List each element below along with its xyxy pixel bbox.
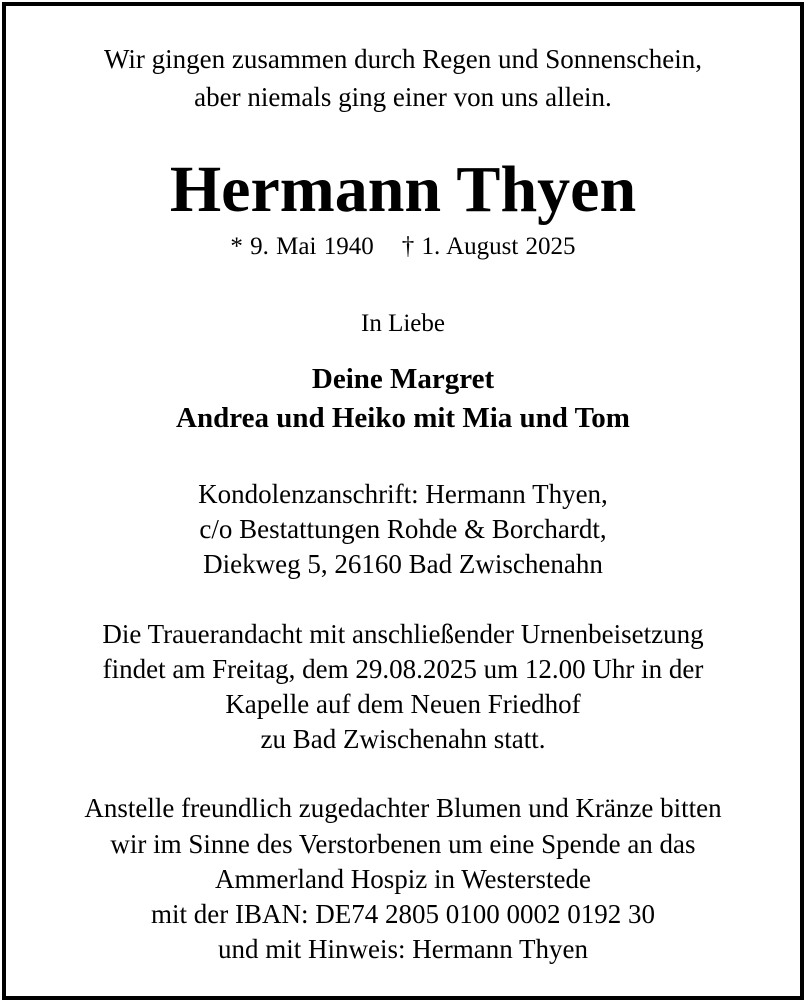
donation-line-1: Anstelle freundlich zugedachter Blumen und Kränze bitten — [84, 793, 722, 823]
ceremony-line-2: findet am Freitag, dem 29.08.2025 um 12.00 Uhr in der — [102, 654, 704, 684]
birth-date: * 9. Mai 1940 — [230, 233, 374, 260]
deceased-name: Hermann Thyen — [169, 153, 637, 226]
mourners-line-1: Deine Margret — [311, 363, 495, 395]
death-date: † 1. August 2025 — [401, 233, 576, 260]
condolence-line-1: Kondolenzanschrift: Hermann Thyen, — [198, 479, 608, 509]
donation-line-3: Ammerland Hospiz in Westerstede — [215, 864, 591, 894]
ceremony-line-1: Die Trauerandacht mit anschließender Urnenbeisetzung — [102, 619, 704, 649]
love-line: In Liebe — [361, 310, 445, 337]
donation-iban-line: mit der IBAN: DE74 2805 0100 0002 0192 30 — [151, 899, 655, 929]
mourners-line-2: Andrea und Heiko mit Mia und Tom — [176, 402, 630, 434]
ceremony-line-3: Kapelle auf dem Neuen Friedhof — [225, 689, 581, 719]
condolence-line-2: c/o Bestattungen Rohde & Borchardt, — [199, 514, 607, 544]
donation-line-2: wir im Sinne des Verstorbenen um eine Spende an das — [110, 829, 696, 859]
ceremony-line-4: zu Bad Zwischenahn statt. — [260, 724, 546, 754]
motto-line-2: aber niemals ging einer von uns allein. — [194, 82, 612, 112]
motto-line-1: Wir gingen zusammen durch Regen und Sonnenschein, — [103, 44, 703, 74]
donation-line-5: und mit Hinweis: Hermann Thyen — [218, 934, 588, 964]
life-dates — [6, 234, 800, 259]
condolence-line-3: Diekweg 5, 26160 Bad Zwischenahn — [203, 549, 603, 579]
obituary-notice — [2, 2, 804, 1000]
